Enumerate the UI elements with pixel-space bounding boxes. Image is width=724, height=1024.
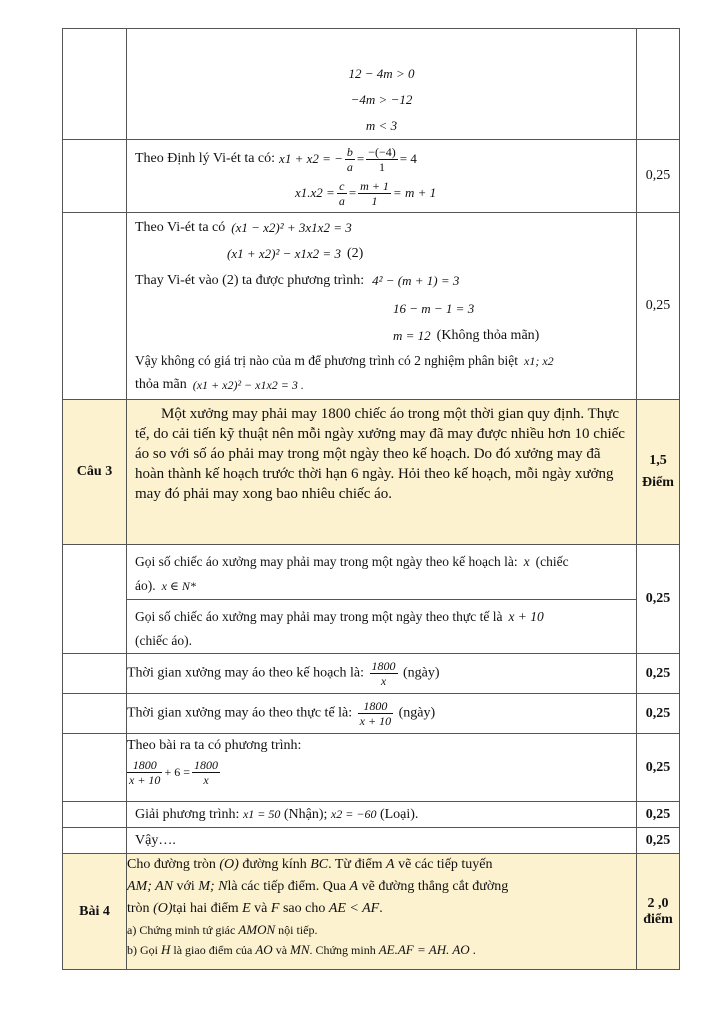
b4-math: MN <box>290 942 310 957</box>
solve-x2: x2 = −60 <box>330 806 377 821</box>
points-cell: 0,25 <box>637 734 680 802</box>
row-inequality <box>63 29 680 140</box>
b4-text: tròn <box>127 901 150 916</box>
question-cell <box>127 400 637 545</box>
vieta-sum-lhs: x1 + x2 = − <box>279 151 343 166</box>
points-unit: Điểm <box>642 475 674 490</box>
vieta-intro: Theo Định lý Vi-ét ta có: <box>135 151 276 166</box>
row-unknowns <box>63 545 680 654</box>
solve-note2: (Loại). <box>379 806 419 822</box>
label-cell <box>63 213 127 400</box>
unknown-a-var: x <box>523 554 530 569</box>
question-label: Bài 4 <box>63 854 127 970</box>
b4-math: F <box>270 901 280 916</box>
b4-text: đường kính <box>242 857 307 872</box>
b4-text: là các tiếp điểm. Qua <box>227 879 347 894</box>
b4-text: sao cho <box>282 901 326 916</box>
label-cell <box>63 29 127 140</box>
content-cell <box>127 213 637 400</box>
equation-mid: + 6 = <box>164 765 190 779</box>
unknown-b-var: x + 10 <box>508 609 544 624</box>
planned-time-text: Thời gian xưởng may áo theo kế hoạch là: <box>127 665 364 681</box>
v2-l2-eq: (x1 + x2)² − x1x2 = 3 <box>227 246 341 261</box>
points-cell: 0,25 <box>637 828 680 854</box>
b4-math: A <box>386 857 395 872</box>
b4-math: AM; AN <box>127 879 174 894</box>
row-bai4 <box>63 854 680 970</box>
b4-part-b: b) Gọi <box>127 943 158 957</box>
label-cell <box>63 654 127 694</box>
vieta-prod-frac2: $\frac{m + 1}{1}$ <box>360 178 389 208</box>
points-value: 1,5 <box>649 453 667 468</box>
content-cell <box>127 654 637 694</box>
v2-l3-eq: 4² − (m + 1) = 3 <box>372 273 460 288</box>
b4-math: AMON <box>238 922 276 937</box>
solve-note1: (Nhận); <box>283 806 328 822</box>
solve-text: Giải phương trình: <box>135 806 240 822</box>
b4-text: vẽ đường thẳng cắt đường <box>361 879 509 894</box>
b4-math: AE.AF = AH. AO . <box>378 942 477 957</box>
unknown-b-text: Gọi số chiếc áo xưởng may phải may trong một ngày theo thực tế là <box>135 609 503 624</box>
grading-table <box>62 28 680 970</box>
planned-time-frac: $\frac{1800}{x}$ <box>371 659 396 688</box>
content-cell <box>127 802 637 828</box>
unknown-a-cont: áo). <box>135 578 156 593</box>
row-actual-time <box>63 694 680 734</box>
label-cell <box>63 545 127 654</box>
b4-math: A <box>349 879 359 894</box>
row-conclusion <box>63 828 680 854</box>
content-cell <box>127 694 637 734</box>
unknown-a-tail: (chiếc <box>535 554 569 569</box>
label-cell <box>63 828 127 854</box>
vieta-sum-frac2: $\frac{-(-4)}{1}$ <box>368 144 396 174</box>
b4-text: là giao điểm của <box>173 943 253 957</box>
equation-text: Theo bài ra ta có phương trình: <box>127 738 302 753</box>
ineq-line-3: m < 3 <box>365 118 398 133</box>
content-cell <box>127 734 637 802</box>
equation-frac-left: $\frac{1800}{x + 10}$ <box>129 758 161 787</box>
b4-math: H <box>161 942 171 957</box>
b4-text: . Từ điểm <box>328 857 383 872</box>
content-cell <box>127 545 637 654</box>
unknown-b-cont: (chiếc áo). <box>135 633 192 648</box>
v2-l1-eq: (x1 − x2)² + 3x1x2 = 3 <box>231 220 352 235</box>
b4-part-a: a) Chứng minh tứ giác <box>127 923 236 937</box>
question-cell: Cho đường tròn (O) đường kính BC. Từ điểm A vẽ các tiếp tuyến AM; AN với M; Nlà các tiếp điểm. Qua A vẽ đường thẳng cắt đường tròn (O)tại hai điểm E và F sao cho AE < AF. a) Chứng minh tứ giác AMON nội tiếp. b) Gọi H là giao điểm của AO và MN. Chứng minh AE.AF = AH. AO . <box>127 854 637 970</box>
vieta-sum-result: = 4 <box>399 151 417 166</box>
row-vieta <box>63 140 680 213</box>
v2-l2-tag: (2) <box>346 246 364 261</box>
v2-l6-eq: x1; x2 <box>524 354 554 368</box>
unknown-a-cond: x ∈ N* <box>161 579 196 593</box>
v2-l1-text: Theo Vi-ét ta có <box>135 220 226 235</box>
b4-text: tại hai điểm <box>172 901 239 916</box>
points-cell <box>637 854 680 970</box>
points-cell: 0,25 <box>637 802 680 828</box>
row-planned-time <box>63 654 680 694</box>
vieta-sum-frac1: $\frac{b}{a}$ <box>346 144 353 174</box>
v2-l4-eq: 16 − m − 1 = 3 <box>393 301 475 316</box>
unknown-a-text: Gọi số chiếc áo xưởng may phải may trong một ngày theo kế hoạch là: <box>135 554 518 569</box>
row-equation <box>63 734 680 802</box>
points-cell: 0,25 <box>637 213 680 400</box>
b4-math: E <box>242 901 251 916</box>
v2-l5-note: (Không thỏa mãn) <box>436 328 540 343</box>
row-vieta-application <box>63 213 680 400</box>
b4-text: và <box>254 901 268 916</box>
b4-math: BC <box>310 857 329 872</box>
b4-text: vẽ các tiếp tuyến <box>398 857 493 872</box>
row-cau3 <box>63 400 680 545</box>
b4-text: . Chứng minh <box>309 943 376 957</box>
ineq-line-2: −4m > −12 <box>350 92 413 107</box>
equation-frac-right: $\frac{1800}{x}$ <box>193 758 218 787</box>
b4-text: nội tiếp. <box>278 923 318 937</box>
v2-l7-eq: (x1 + x2)² − x1x2 = 3 . <box>192 378 304 392</box>
b4-math: (O) <box>219 857 239 872</box>
b4-math: (O) <box>153 901 173 916</box>
v2-l6-text: Vậy không có giá trị nào của m để phương trình có 2 nghiệm phân biệt <box>135 353 518 368</box>
actual-time-text: Thời gian xưởng may áo theo thực tế là: <box>127 705 353 721</box>
v2-l5-eq: m = 12 <box>393 328 431 343</box>
content-cell: Theo Định lý Vi-ét ta có: x1 + x2 = − $\frac{b}{a}$ = $\frac{-(-4)}{1}$ = 4 x1.x2 = $\frac{c}{a}$ = $\frac{m + 1}{1}$ = m + 1 <box>127 140 637 213</box>
v2-l7-text: thỏa mãn <box>135 377 187 392</box>
content-cell <box>127 29 637 140</box>
vieta-prod-result: = m + 1 <box>392 185 437 200</box>
points-cell <box>637 29 680 140</box>
b4-math: M; N <box>198 879 228 894</box>
b4-math: AE < AF <box>328 901 380 916</box>
question-label: Câu 3 <box>63 400 127 545</box>
ineq-line-1: 12 − 4m > 0 <box>348 66 415 81</box>
actual-time-frac: $\frac{1800}{x + 10}$ <box>359 699 392 728</box>
question-text: Một xưởng may phải may 1800 chiếc áo trong một thời gian quy định. Thực tế, do cải tiến kỹ thuật nên mỗi ngày xưởng may đã may được nhiều hơn 10 chiếc áo so với số áo phải may trong một ngày theo kế hoạch. Do đó xưởng may đã hoàn thành kế hoạch trước thời hạn 6 ngày. Hỏi theo kế hoạch, mỗi ngày xưởng may đó phải may xong bao nhiêu chiếc áo. <box>135 406 625 502</box>
actual-time-unit: (ngày) <box>398 705 436 721</box>
points-cell: 0,25 <box>637 654 680 694</box>
solve-x1: x1 = 50 <box>242 806 281 821</box>
row-solve <box>63 802 680 828</box>
label-cell <box>63 734 127 802</box>
b4-text: và <box>275 943 288 957</box>
points-cell: 0,25 <box>637 694 680 734</box>
label-cell <box>63 802 127 828</box>
planned-time-unit: (ngày) <box>403 665 440 681</box>
vieta-prod-frac1: $\frac{c}{a}$ <box>338 178 345 208</box>
b4-math: AO <box>255 942 273 957</box>
label-cell <box>63 140 127 213</box>
b4-text: Cho đường tròn <box>127 857 216 872</box>
v2-l3-text: Thay Vi-ét vào (2) ta được phương trình: <box>135 273 365 288</box>
points-unit: điểm <box>643 911 673 927</box>
points-cell: 0,25 <box>637 140 680 213</box>
points-value: 2 ,0 <box>647 895 669 911</box>
conclusion-text: Vậy…. <box>127 828 637 854</box>
points-cell: 0,25 <box>637 545 680 654</box>
vieta-prod-lhs: x1.x2 = <box>295 185 335 200</box>
b4-text: với <box>176 879 195 894</box>
label-cell <box>63 694 127 734</box>
points-cell <box>637 400 680 545</box>
